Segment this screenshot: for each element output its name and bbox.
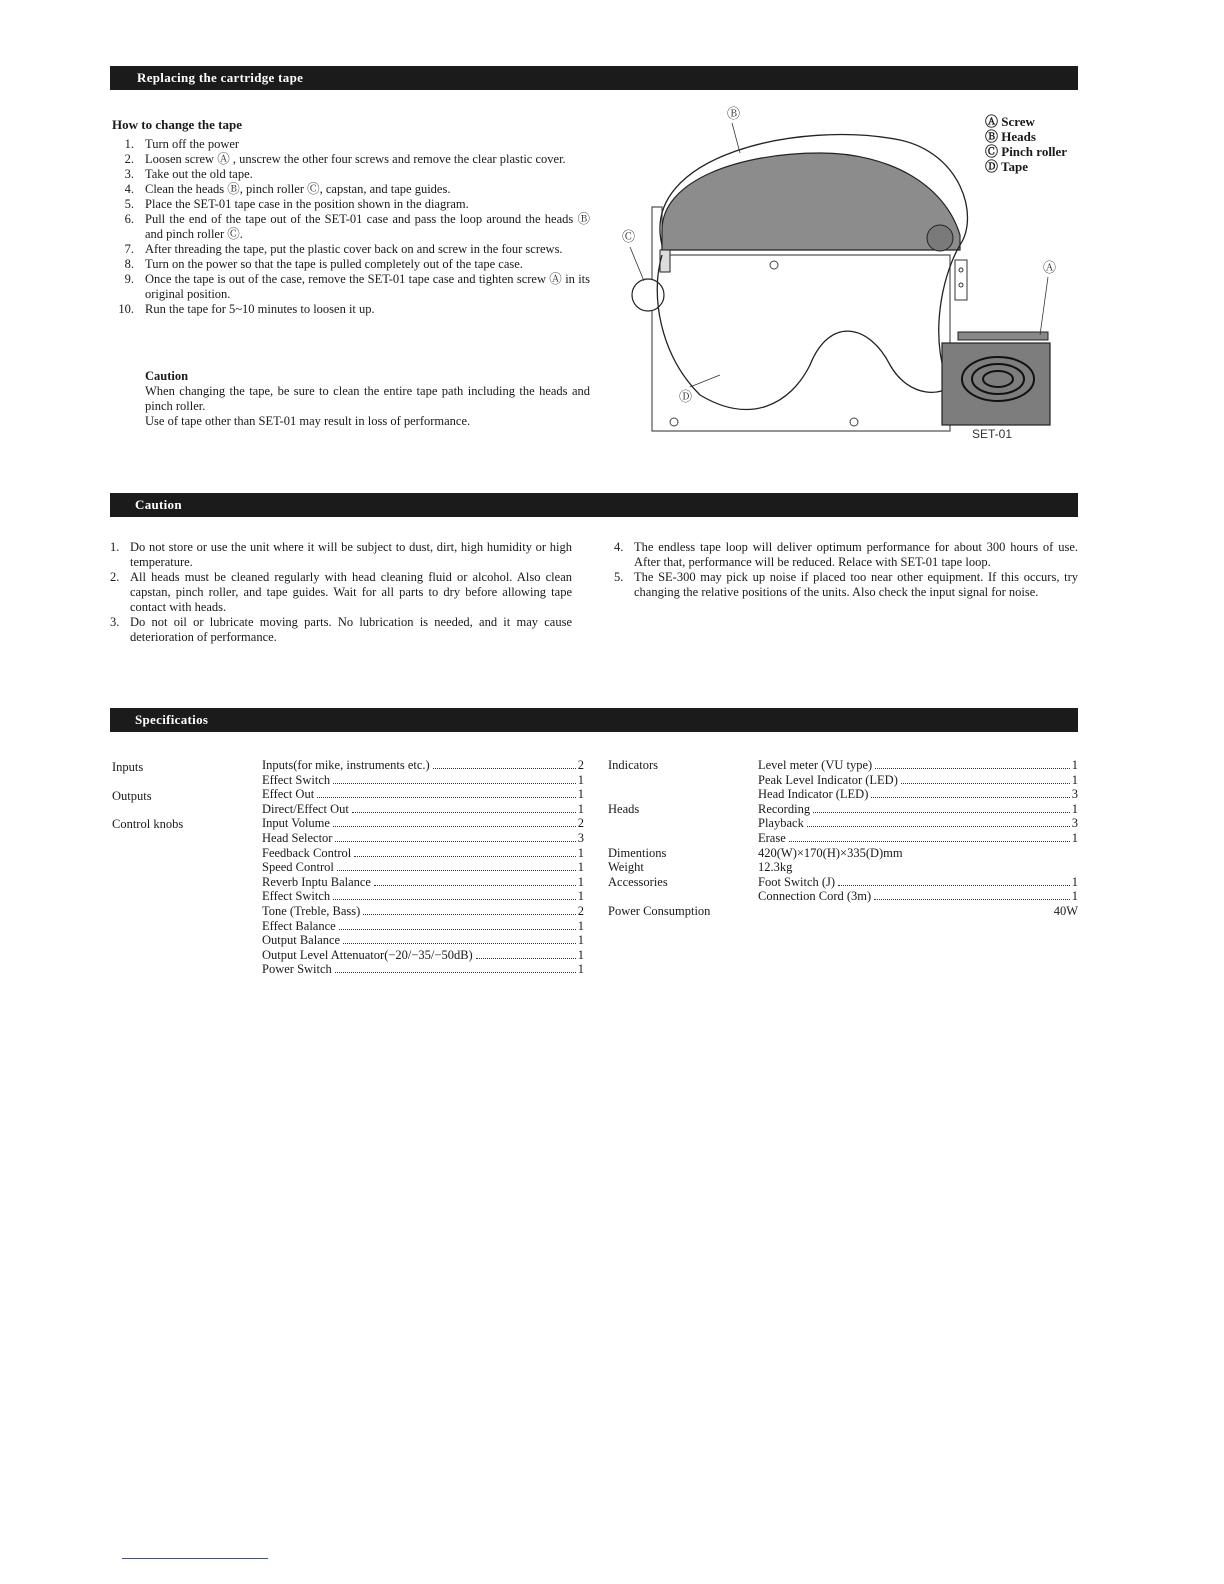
- spec-row: Foot Switch (J) 1: [758, 874, 1078, 889]
- list-item: 4. Clean the heads Ⓑ, pinch roller Ⓒ, capstan, and tape guides.: [124, 182, 451, 196]
- power-value: 40W: [1053, 903, 1078, 918]
- list-item: 3. Do not oil or lubricate moving parts. No lubrication is needed, and it may cause deterioration of performance.: [110, 615, 572, 644]
- section-header-caution: [110, 493, 1078, 517]
- spec-label-accessories: Accessories: [608, 875, 668, 889]
- spec-row: Playback 3: [758, 816, 1078, 831]
- spec-label-power: Power Consumption: [608, 904, 711, 918]
- spec-row: Inputs(for mike, instruments etc.) 2: [262, 758, 584, 772]
- list-item: 6. Pull the end of the tape out of the SET-01 case and pass the loop around the heads Ⓑ and pinch roller Ⓒ.: [124, 212, 590, 241]
- spec-row: Effect Switch 1: [262, 772, 584, 787]
- spec-label-dimensions: Dimentions: [608, 846, 667, 860]
- list-item: 2. All heads must be cleaned regularly with head cleaning fluid or alcohol. Also clean capstan, pinch roller, and tape guides. Wait for all parts to dry before allowing tape contact with heads.: [110, 570, 572, 614]
- spec-label-outputs: Outputs: [112, 789, 152, 803]
- weight-value: 12.3kg: [758, 860, 793, 875]
- section-title: Specificatios: [135, 712, 209, 727]
- spec-row: Speed Control 1: [262, 860, 584, 875]
- spec-row: Power Switch 1: [262, 962, 584, 977]
- list-item: 5. Place the SET-01 tape case in the position shown in the diagram.: [124, 197, 469, 211]
- caution-title: Caution: [145, 369, 189, 383]
- spec-list-right: [758, 758, 1078, 919]
- legend-item: Ⓑ Heads: [985, 129, 1036, 144]
- section-title: Replacing the cartridge tape: [137, 70, 304, 85]
- list-item: 8. Turn on the power so that the tape is pulled completely out of the tape case.: [124, 257, 523, 271]
- spec-row: Level meter (VU type) 1: [758, 758, 1078, 772]
- spec-row: Connection Cord (3m) 1: [758, 889, 1078, 904]
- spec-label-weight: Weight: [608, 860, 644, 874]
- list-item: 9. Once the tape is out of the case, remove the SET-01 tape case and tighten screw Ⓐ in its original position.: [124, 272, 590, 301]
- spec-row: Erase 1: [758, 830, 1078, 845]
- diagram-legend: [985, 114, 1067, 174]
- tape-caution-note: [145, 369, 590, 429]
- section-title: Caution: [135, 497, 182, 512]
- label-c: Ⓒ: [622, 229, 636, 244]
- legend-item: Ⓐ Screw: [985, 114, 1035, 129]
- spec-label-control-knobs: Control knobs: [112, 817, 184, 831]
- caution-right-column: [614, 540, 1078, 600]
- dimensions-value: 420(W)×170(H)×335(D)mm: [758, 845, 903, 860]
- spec-row: Recording 1: [758, 801, 1078, 816]
- legend-item: Ⓓ Tape: [985, 159, 1028, 174]
- spec-row: Reverb Inptu Balance 1: [262, 874, 584, 889]
- label-b: Ⓑ: [727, 106, 741, 121]
- spec-label-inputs: Inputs: [112, 760, 144, 774]
- section-header-specifications: [110, 708, 1078, 732]
- list-item: 4. The endless tape loop will deliver optimum performance for about 300 hours of use. After that, performance will be reduced. Relace with SET-01 tape loop.: [614, 540, 1078, 569]
- footer-rule: [122, 1558, 268, 1559]
- spec-row: Tone (Treble, Bass) 2: [262, 903, 584, 918]
- spec-row: Head Indicator (LED) 3: [758, 787, 1078, 802]
- list-item: 10. Run the tape for 5~10 minutes to loosen it up.: [118, 302, 375, 316]
- spec-row: Direct/Effect Out 1: [262, 801, 584, 816]
- label-a: Ⓐ: [1043, 260, 1057, 275]
- caution-line: When changing the tape, be sure to clean the entire tape path including the heads and pinch roller.: [145, 384, 590, 413]
- list-item: 3. Take out the old tape.: [124, 167, 253, 181]
- spec-row: Head Selector 3: [262, 830, 584, 845]
- spec-row: Peak Level Indicator (LED) 1: [758, 772, 1078, 787]
- caution-left-column: [110, 540, 572, 645]
- spec-row: Effect Balance 1: [262, 918, 584, 933]
- spec-row: [758, 904, 1078, 919]
- spec-row: Effect Out 1: [262, 787, 584, 802]
- legend-item: Ⓒ Pinch roller: [985, 144, 1068, 159]
- spec-row: [758, 860, 1078, 875]
- spec-row: [758, 846, 1078, 861]
- list-item: 7. After threading the tape, put the plastic cover back on and screw in the four screws.: [124, 242, 563, 256]
- label-set01: SET-01: [972, 427, 1013, 441]
- spec-label-indicators: Indicators: [608, 758, 658, 772]
- list-item: 2. Loosen screw Ⓐ , unscrew the other four screws and remove the clear plastic cover.: [124, 152, 566, 166]
- list-item: 1. Turn off the power: [124, 137, 240, 151]
- steps-list: [110, 137, 590, 317]
- list-item: 1. Do not store or use the unit where it will be subject to dust, dirt, high humidity or high temperature.: [110, 540, 572, 569]
- spec-row: Effect Switch 1: [262, 889, 584, 904]
- spec-label-heads: Heads: [608, 802, 640, 816]
- spec-row: Output Level Attenuator(−20/−35/−50dB) 1: [262, 947, 584, 962]
- spec-row: Feedback Control 1: [262, 845, 584, 860]
- spec-row: Output Balance 1: [262, 933, 584, 948]
- label-d: Ⓓ: [679, 389, 693, 404]
- spec-list-left: [262, 758, 584, 977]
- caution-line: Use of tape other than SET-01 may result in loss of performance.: [145, 414, 471, 428]
- section-header-replacing: [110, 66, 1078, 90]
- list-item: 5. The SE-300 may pick up noise if placed too near other equipment. If this occurs, try changing the relative positions of the units. Also check the input signal for noise.: [614, 570, 1078, 599]
- spec-row: Input Volume 2: [262, 816, 584, 831]
- subheading-how-to-change: How to change the tape: [112, 117, 242, 132]
